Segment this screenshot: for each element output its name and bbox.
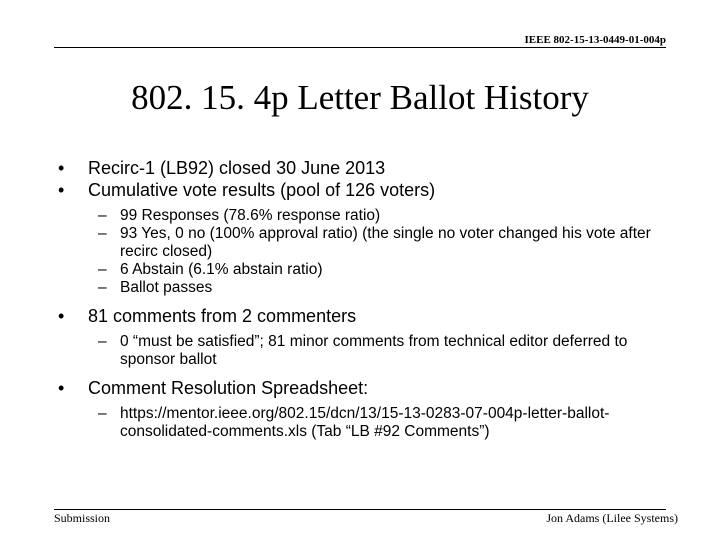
- sub-bullet-text: Ballot passes: [120, 279, 213, 296]
- sub-bullet-text: 93 Yes, 0 no (100% approval ratio) (the single no voter changed his vote after recirc closed): [120, 225, 651, 260]
- sub-bullet: [58, 261, 668, 279]
- sub-bullet-list: [58, 333, 668, 369]
- bullet-recirc: [58, 157, 668, 179]
- footer-submission: Submission: [54, 511, 111, 525]
- sub-bullet-marker: –: [98, 225, 107, 242]
- bullet-text: Cumulative vote results (pool of 126 voters): [88, 180, 436, 200]
- sub-bullet-marker: –: [98, 405, 107, 422]
- bullet-text: 81 comments from 2 commenters: [88, 306, 357, 326]
- bullet-text: Recirc-1 (LB92) closed 30 June 2013: [88, 158, 386, 178]
- sub-bullet-text: 99 Responses (78.6% response ratio): [120, 207, 381, 224]
- bullet-marker: •: [58, 378, 65, 398]
- bullet-marker: •: [58, 158, 65, 178]
- footer-author: Jon Adams (Lilee Systems): [546, 511, 678, 525]
- sub-bullet: [58, 225, 668, 261]
- sub-bullet: [58, 207, 668, 225]
- slide-content: [58, 157, 668, 447]
- bullet-marker: •: [58, 306, 65, 326]
- spreadsheet-link[interactable]: https://mentor.ieee.org/802.15/dcn/13/15-13-0283-07-004p-letter-ballot-consolidated-comments.xls (Tab “LB #92 Comments”): [120, 405, 610, 440]
- sub-bullet-marker: –: [98, 333, 107, 350]
- sub-bullet: [58, 405, 668, 441]
- sub-bullet-marker: –: [98, 207, 107, 224]
- bullet-vote-results: [58, 179, 668, 201]
- sub-bullet-marker: –: [98, 261, 107, 278]
- document-id: IEEE 802-15-13-0449-01-004p: [524, 34, 666, 46]
- sub-bullet-text: 6 Abstain (6.1% abstain ratio): [120, 261, 323, 278]
- bullet-comments: [58, 305, 668, 327]
- header-rule: [54, 47, 666, 48]
- sub-bullet-list: [58, 405, 668, 441]
- sub-bullet-text: 0 “must be satisfied”; 81 minor comments from technical editor deferred to sponsor ballot: [120, 333, 628, 368]
- sub-bullet: [58, 333, 668, 369]
- sub-bullet-marker: –: [98, 279, 107, 296]
- sub-bullet: [58, 279, 668, 297]
- bullet-text: Comment Resolution Spreadsheet:: [88, 378, 369, 398]
- sub-bullet-list: [58, 207, 668, 297]
- bullet-spreadsheet: [58, 377, 668, 399]
- bullet-marker: •: [58, 180, 65, 200]
- footer-rule: [54, 509, 666, 510]
- slide-title: 802. 15. 4p Letter Ballot History: [131, 78, 589, 117]
